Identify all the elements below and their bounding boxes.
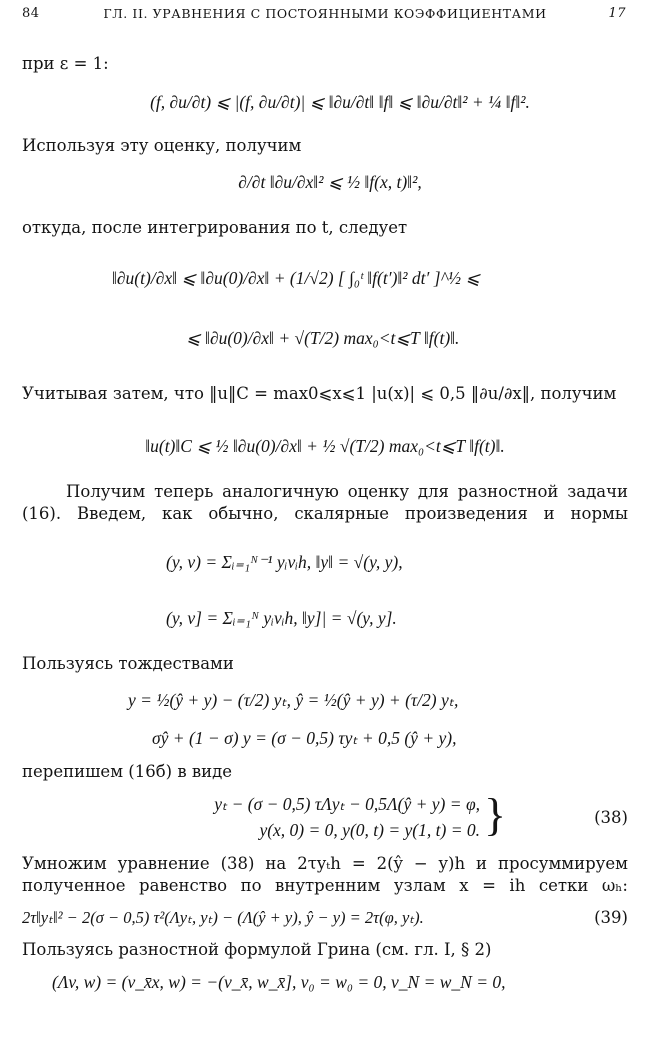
paragraph-2-line-1: Умножим уравнение (38) на 2τyₜh = 2(ŷ − y)h и просуммируем	[22, 854, 628, 873]
paragraph-2-line-2: полученное равенство по внутренним узлам x = ih сетки ωₕ:	[22, 876, 628, 895]
paragraph-1-line-2: (16). Введем, как обычно, скалярные произведения и нормы	[22, 504, 628, 523]
equation-9: (Λv, w) = (v_x̄x, w) = −(v_x̄, w_x̄], v₀ = w₀ = 0, v_N = w_N = 0,	[52, 972, 506, 992]
equation-7b: y(x, 0) = 0, y(0, t) = y(1, t) = 0.	[259, 820, 480, 840]
equation-3b: ⩽ ‖∂u(0)/∂x‖ + √(T/2) max₀<t⩽T ‖f(t)‖.	[186, 328, 460, 348]
text-line-eps: при ε = 1:	[22, 54, 109, 73]
equation-1: (f, ∂u/∂t) ⩽ |(f, ∂u/∂t)| ⩽ ‖∂u/∂t‖ ‖f‖ ⩽ ‖∂u/∂t‖² + ¼ ‖f‖².	[150, 92, 530, 112]
equation-8: 2τ‖yₜ‖² − 2(σ − 0,5) τ²(Λyₜ, yₜ) − (Λ(ŷ + y), ŷ − y) = 2τ(φ, yₜ).	[22, 908, 424, 927]
equation-6a: y = ½(ŷ + y) − (τ/2) yₜ, ŷ = ½(ŷ + y) + (τ/2) yₜ,	[128, 690, 459, 710]
equation-2: ∂/∂t ‖∂u/∂x‖² ⩽ ½ ‖f(x, t)‖²,	[238, 172, 422, 192]
equation-4: ‖u(t)‖C ⩽ ½ ‖∂u(0)/∂x‖ + ½ √(T/2) max₀<t⩽T ‖f(t)‖.	[145, 436, 505, 456]
equation-7a: yₜ − (σ − 0,5) τΛyₜ − 0,5Λ(ŷ + y) = φ,	[214, 794, 480, 814]
equation-label-39: (39)	[594, 908, 628, 927]
equation-5b: (y, v] = Σᵢ₌₁ᴺ yᵢvᵢh, ‖y]| = √(y, y].	[166, 608, 397, 628]
text-rewrite: перепишем (16б) в виде	[22, 762, 233, 781]
paragraph-1-line-1: Получим теперь аналогичную оценку для разностной задачи	[66, 482, 628, 501]
equation-6b: σŷ + (1 − σ) y = (σ − 0,5) τyₜ + 0,5 (ŷ + y),	[152, 728, 457, 748]
running-header-title: ГЛ. II. УРАВНЕНИЯ С ПОСТОЯННЫМИ КОЭФФИЦИЕНТАМИ	[103, 6, 547, 21]
equation-3a: ‖∂u(t)/∂x‖ ⩽ ‖∂u(0)/∂x‖ + (1/√2) [ ∫₀ᵗ ‖f(t′)‖² dt′ ]^½ ⩽	[112, 268, 481, 288]
text-considering: Учитывая затем, что ‖u‖C = max0⩽x⩽1 |u(x)| ⩽ 0,5 ‖∂u/∂x‖, получим	[22, 384, 617, 403]
equation-5a: (y, v) = Σᵢ₌₁ᴺ⁻¹ yᵢvᵢh, ‖y‖ = √(y, y),	[166, 552, 403, 572]
page-number: 84	[22, 6, 40, 21]
text-green-formula: Пользуясь разностной формулой Грина (см. гл. I, § 2)	[22, 940, 492, 959]
header-mark: 17	[608, 6, 626, 21]
text-identities: Пользуясь тождествами	[22, 654, 234, 673]
text-after-integration: откуда, после интегрирования по t, следует	[22, 218, 408, 237]
text-using-estimate: Используя эту оценку, получим	[22, 136, 302, 155]
system-brace: }	[484, 789, 507, 840]
equation-label-38: (38)	[594, 808, 628, 827]
